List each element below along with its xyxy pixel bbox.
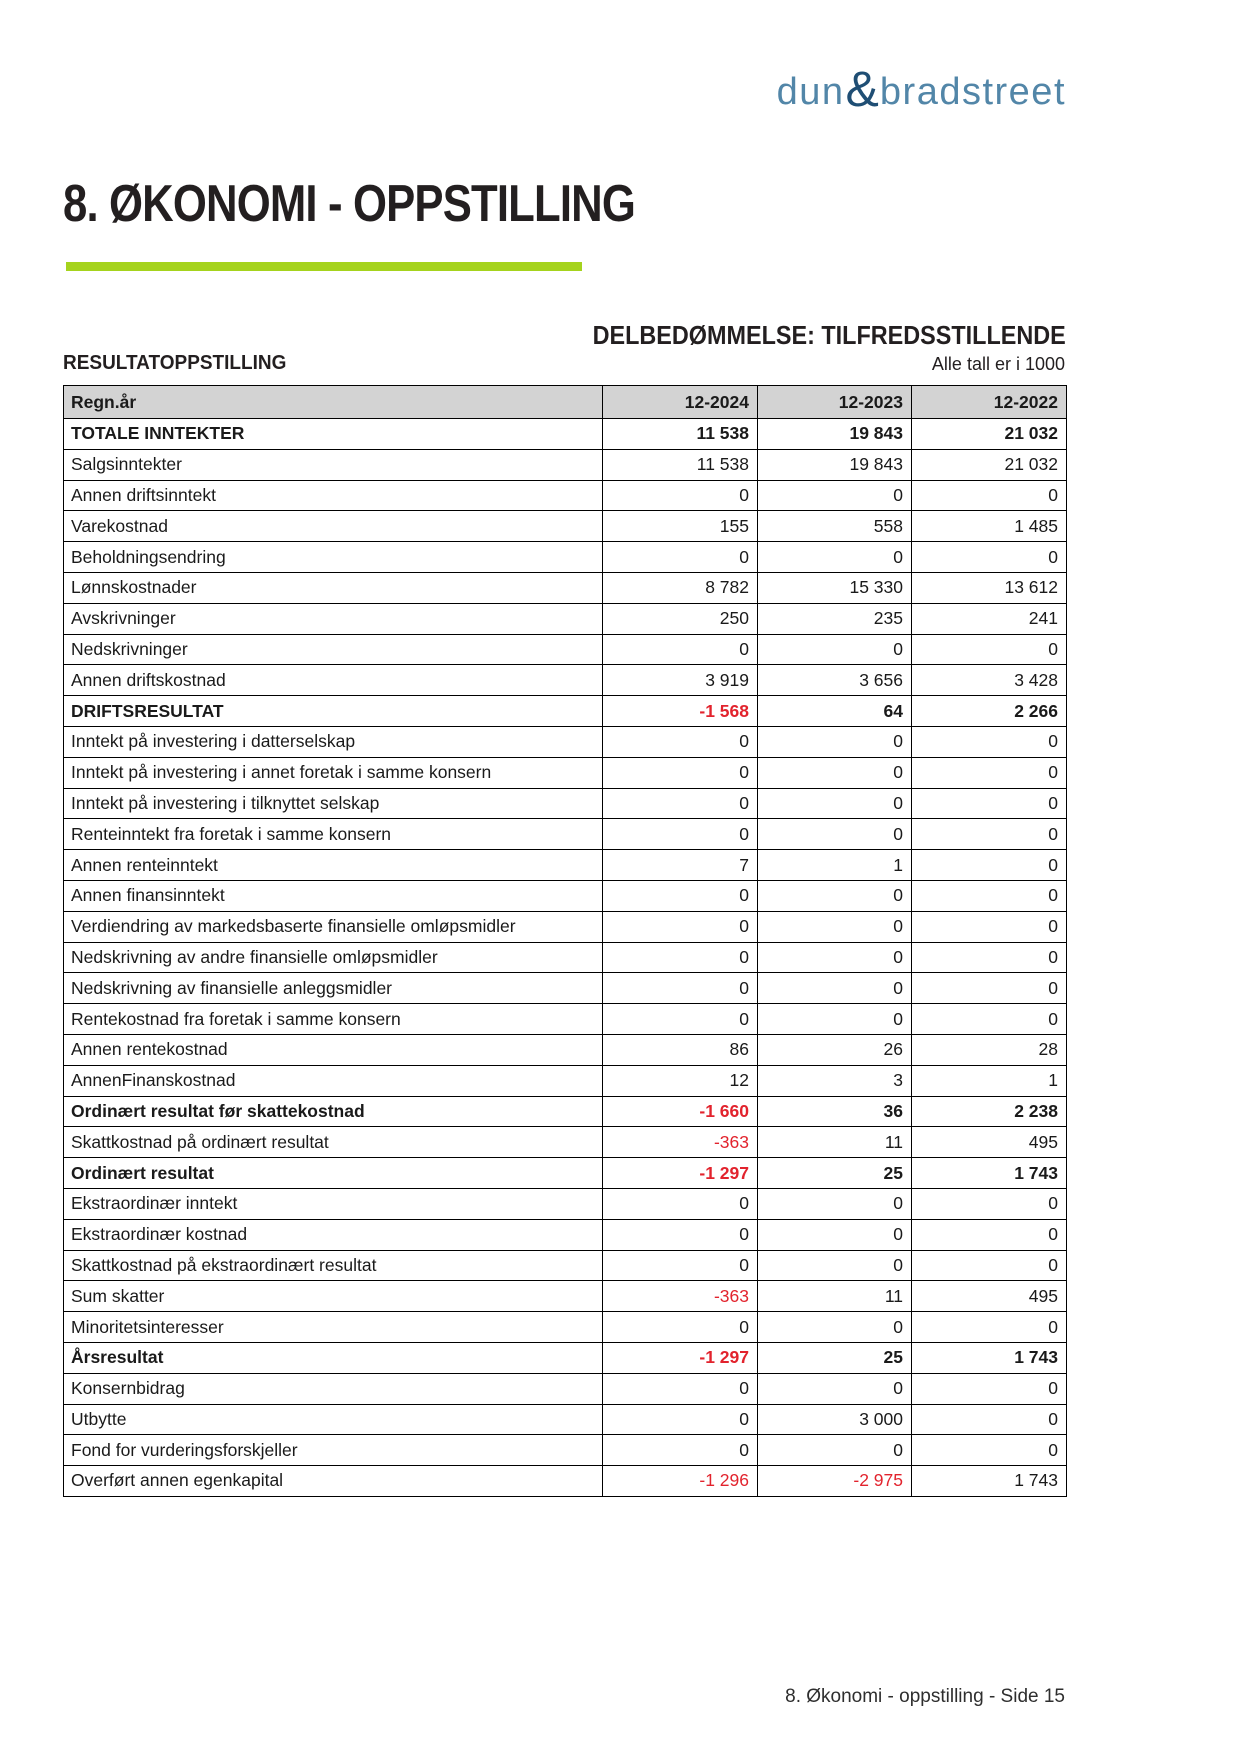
row-value: 2 238	[912, 1096, 1067, 1127]
table-header-row	[64, 386, 1067, 419]
row-value: 0	[912, 973, 1067, 1004]
row-value: 1	[912, 1065, 1067, 1096]
row-value: 11	[758, 1127, 912, 1158]
table-row	[64, 1342, 1067, 1373]
row-label: Sum skatter	[64, 1281, 603, 1312]
table-row	[64, 665, 1067, 696]
row-label: Beholdningsendring	[64, 542, 603, 573]
row-value: 235	[758, 603, 912, 634]
row-value: 0	[603, 1004, 758, 1035]
row-label: AnnenFinanskostnad	[64, 1065, 603, 1096]
table-row	[64, 911, 1067, 942]
row-value: 0	[603, 1188, 758, 1219]
row-value: -1 297	[603, 1158, 758, 1189]
row-value: 0	[758, 634, 912, 665]
row-value: 21 032	[912, 449, 1067, 480]
row-label: Inntekt på investering i annet foretak i samme konsern	[64, 757, 603, 788]
table-row	[64, 819, 1067, 850]
row-value: 495	[912, 1127, 1067, 1158]
row-value: 0	[758, 1435, 912, 1466]
row-value: 19 843	[758, 419, 912, 450]
row-value: 0	[912, 788, 1067, 819]
row-label: Overført annen egenkapital	[64, 1466, 603, 1497]
table-row	[64, 1373, 1067, 1404]
row-value: 0	[758, 1219, 912, 1250]
table-row	[64, 757, 1067, 788]
row-value: 21 032	[912, 419, 1067, 450]
table-row	[64, 1096, 1067, 1127]
row-value: -1 568	[603, 696, 758, 727]
table-row	[64, 1034, 1067, 1065]
row-value: 0	[758, 757, 912, 788]
row-label: Renteinntekt fra foretak i samme konsern	[64, 819, 603, 850]
row-value: 0	[912, 942, 1067, 973]
row-label: Annen driftskostnad	[64, 665, 603, 696]
row-value: 0	[912, 880, 1067, 911]
row-value: 11 538	[603, 449, 758, 480]
table-row	[64, 850, 1067, 881]
row-value: 0	[912, 1373, 1067, 1404]
row-value: 0	[912, 1435, 1067, 1466]
row-label: TOTALE INNTEKTER	[64, 419, 603, 450]
row-label: Ekstraordinær inntekt	[64, 1188, 603, 1219]
row-value: -363	[603, 1127, 758, 1158]
row-value: 250	[603, 603, 758, 634]
table-row	[64, 696, 1067, 727]
row-label: Rentekostnad fra foretak i samme konsern	[64, 1004, 603, 1035]
row-value: 0	[758, 726, 912, 757]
units-note: Alle tall er i 1000	[931, 354, 1065, 374]
row-value: 0	[912, 634, 1067, 665]
row-label: Skattkostnad på ekstraordinært resultat	[64, 1250, 603, 1281]
result-table	[63, 385, 1067, 1497]
row-value: 86	[603, 1034, 758, 1065]
row-label: Nedskrivninger	[64, 634, 603, 665]
row-value: 12	[603, 1065, 758, 1096]
row-value: 0	[603, 1250, 758, 1281]
row-value: 0	[603, 1435, 758, 1466]
row-label: Varekostnad	[64, 511, 603, 542]
row-value: 0	[912, 480, 1067, 511]
row-value: 0	[912, 726, 1067, 757]
row-value: 0	[603, 942, 758, 973]
row-value: 0	[758, 788, 912, 819]
result-table-container	[63, 385, 1066, 1497]
row-label: Inntekt på investering i tilknyttet selskap	[64, 788, 603, 819]
assessment-heading: DELBEDØMMELSE: TILFREDSSTILLENDE	[592, 320, 1066, 350]
row-label: Nedskrivning av finansielle anleggsmidler	[64, 973, 603, 1004]
row-label: Lønnskostnader	[64, 572, 603, 603]
table-row	[64, 542, 1067, 573]
row-value: 0	[912, 1312, 1067, 1343]
row-value: 1 743	[912, 1466, 1067, 1497]
row-value: 558	[758, 511, 912, 542]
row-value: -1 297	[603, 1342, 758, 1373]
table-row	[64, 1312, 1067, 1343]
logo-text-bradstreet: bradstreet	[879, 71, 1066, 113]
row-value: 25	[758, 1158, 912, 1189]
row-label: Verdiendring av markedsbaserte finansielle omløpsmidler	[64, 911, 603, 942]
table-row	[64, 788, 1067, 819]
table-row	[64, 511, 1067, 542]
row-label: Nedskrivning av andre finansielle omløpsmidler	[64, 942, 603, 973]
row-label: Skattkostnad på ordinært resultat	[64, 1127, 603, 1158]
row-value: 1	[758, 850, 912, 881]
row-value: 3 656	[758, 665, 912, 696]
row-value: 0	[603, 757, 758, 788]
row-value: 0	[758, 1250, 912, 1281]
row-value: 0	[603, 1312, 758, 1343]
row-label: Annen renteinntekt	[64, 850, 603, 881]
row-value: 0	[758, 1188, 912, 1219]
row-value: 0	[603, 788, 758, 819]
row-value: 0	[912, 1250, 1067, 1281]
row-value: 0	[758, 942, 912, 973]
table-row	[64, 634, 1067, 665]
table-row	[64, 880, 1067, 911]
row-label: Årsresultat	[64, 1342, 603, 1373]
title-accent-bar	[66, 262, 582, 271]
row-value: 0	[758, 1373, 912, 1404]
row-value: 11 538	[603, 419, 758, 450]
row-value: 36	[758, 1096, 912, 1127]
table-row	[64, 1281, 1067, 1312]
table-row	[64, 942, 1067, 973]
table-row	[64, 973, 1067, 1004]
table-row	[64, 1435, 1067, 1466]
row-value: 1 485	[912, 511, 1067, 542]
table-row	[64, 1004, 1067, 1035]
row-label: Minoritetsinteresser	[64, 1312, 603, 1343]
row-value: 7	[603, 850, 758, 881]
column-header-regnar: Regn.år	[64, 386, 603, 419]
table-row	[64, 480, 1067, 511]
row-value: 495	[912, 1281, 1067, 1312]
row-value: 0	[603, 726, 758, 757]
row-value: 0	[603, 542, 758, 573]
row-value: 155	[603, 511, 758, 542]
row-value: 0	[758, 1312, 912, 1343]
row-value: 1 743	[912, 1342, 1067, 1373]
row-value: 0	[758, 880, 912, 911]
row-value: 0	[912, 757, 1067, 788]
row-value: -1 660	[603, 1096, 758, 1127]
row-value: 0	[603, 634, 758, 665]
row-value: 0	[758, 542, 912, 573]
row-value: 0	[758, 1004, 912, 1035]
table-header	[64, 386, 1067, 419]
row-value: 0	[758, 973, 912, 1004]
row-value: 3 000	[758, 1404, 912, 1435]
column-header-period: 12-2023	[758, 386, 912, 419]
row-value: 8 782	[603, 572, 758, 603]
row-label: Konsernbidrag	[64, 1373, 603, 1404]
table-row	[64, 1466, 1067, 1497]
row-label: Avskrivninger	[64, 603, 603, 634]
row-value: -1 296	[603, 1466, 758, 1497]
table-row	[64, 726, 1067, 757]
row-label: Salgsinntekter	[64, 449, 603, 480]
row-label: Ekstraordinær kostnad	[64, 1219, 603, 1250]
row-value: 3	[758, 1065, 912, 1096]
table-row	[64, 1404, 1067, 1435]
row-value: 25	[758, 1342, 912, 1373]
row-value: -363	[603, 1281, 758, 1312]
page-footer: 8. Økonomi - oppstilling - Side 15	[785, 1686, 1065, 1707]
row-value: 0	[603, 1404, 758, 1435]
row-value: 3 919	[603, 665, 758, 696]
table-row	[64, 1065, 1067, 1096]
table-row	[64, 419, 1067, 450]
table-body	[64, 419, 1067, 1497]
row-value: -2 975	[758, 1466, 912, 1497]
row-value: 0	[603, 819, 758, 850]
row-label: Ordinært resultat	[64, 1158, 603, 1189]
table-row	[64, 1158, 1067, 1189]
row-value: 26	[758, 1034, 912, 1065]
row-value: 0	[912, 911, 1067, 942]
table-row	[64, 1219, 1067, 1250]
row-value: 0	[912, 1188, 1067, 1219]
section-label: RESULTATOPPSTILLING	[63, 352, 287, 374]
row-label: Fond for vurderingsforskjeller	[64, 1435, 603, 1466]
column-header-period: 12-2022	[912, 386, 1067, 419]
table-row	[64, 603, 1067, 634]
row-value: 0	[912, 850, 1067, 881]
row-value: 0	[912, 819, 1067, 850]
row-value: 0	[603, 880, 758, 911]
column-header-period: 12-2024	[603, 386, 758, 419]
row-value: 0	[912, 1004, 1067, 1035]
table-row	[64, 449, 1067, 480]
row-label: Inntekt på investering i datterselskap	[64, 726, 603, 757]
row-value: 0	[603, 480, 758, 511]
row-value: 1 743	[912, 1158, 1067, 1189]
row-value: 2 266	[912, 696, 1067, 727]
table-row	[64, 1127, 1067, 1158]
row-value: 0	[758, 911, 912, 942]
row-value: 0	[912, 1404, 1067, 1435]
row-value: 0	[758, 480, 912, 511]
row-value: 0	[603, 1373, 758, 1404]
ampersand-icon: &	[845, 61, 879, 117]
table-row	[64, 1250, 1067, 1281]
row-label: Utbytte	[64, 1404, 603, 1435]
row-value: 19 843	[758, 449, 912, 480]
row-value: 241	[912, 603, 1067, 634]
row-value: 0	[758, 819, 912, 850]
row-value: 64	[758, 696, 912, 727]
table-row	[64, 1188, 1067, 1219]
row-value: 0	[603, 1219, 758, 1250]
row-value: 11	[758, 1281, 912, 1312]
table-row	[64, 572, 1067, 603]
row-value: 13 612	[912, 572, 1067, 603]
row-value: 0	[912, 542, 1067, 573]
row-label: Annen driftsinntekt	[64, 480, 603, 511]
row-value: 15 330	[758, 572, 912, 603]
page-title: 8. ØKONOMI - OPPSTILLING	[63, 175, 635, 233]
row-value: 0	[603, 911, 758, 942]
row-value: 0	[603, 973, 758, 1004]
row-label: Annen finansinntekt	[64, 880, 603, 911]
row-value: 28	[912, 1034, 1067, 1065]
row-label: Ordinært resultat før skattekostnad	[64, 1096, 603, 1127]
logo-text-dun: dun	[776, 71, 845, 113]
row-label: Annen rentekostnad	[64, 1034, 603, 1065]
dun-bradstreet-logo	[776, 61, 1066, 120]
row-value: 3 428	[912, 665, 1067, 696]
row-value: 0	[912, 1219, 1067, 1250]
row-label: DRIFTSRESULTAT	[64, 696, 603, 727]
